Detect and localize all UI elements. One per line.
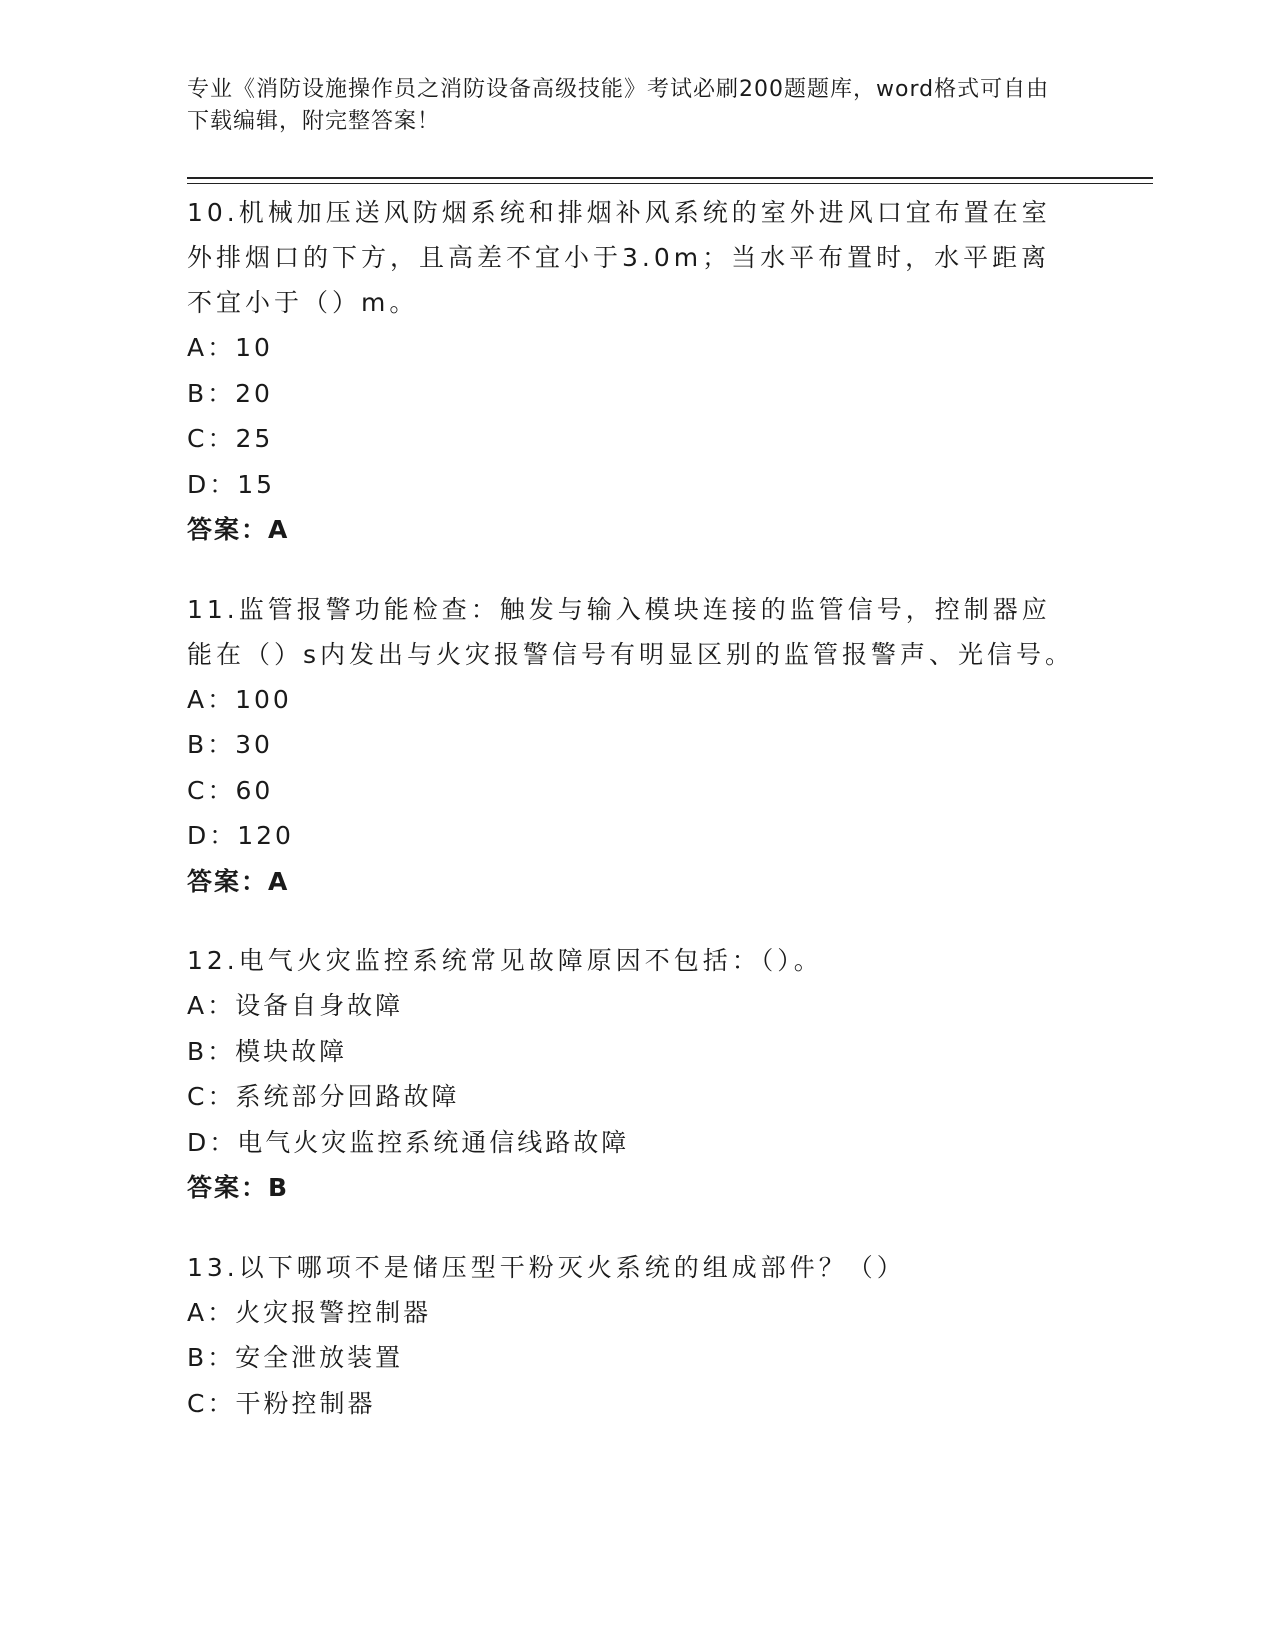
option-c: C：60 — [187, 775, 274, 805]
question-13 — [187, 1245, 1077, 1427]
answer: 答案：A — [187, 515, 290, 544]
option-a: A：10 — [187, 333, 273, 362]
header-divider-thin — [187, 183, 1153, 184]
question-11 — [187, 587, 1077, 905]
question-stem: 11.监管报警功能检查：触发与输入模块连接的监管信号，控制器应能在（）s内发出与火灾报警信号有明显区别的监管报警声、光信号。 — [187, 594, 1075, 669]
option-b: B：30 — [187, 730, 273, 759]
question-stem: 10.机械加压送风防烟系统和排烟补风系统的室外进风口宜布置在室外排烟口的下方，且高差不宜小于3.0m；当水平布置时，水平距离不宜小于（）m。 — [187, 198, 1051, 317]
document-header: 专业《消防设施操作员之消防设备高级技能》考试必刷200题题库，word格式可自由下载编辑，附完整答案！ — [187, 77, 1050, 134]
option-b: B：安全泄放装置 — [187, 1343, 404, 1372]
option-c: C：干粉控制器 — [187, 1388, 376, 1418]
question-stem: 12.电气火灾监控系统常见故障原因不包括：（）。 — [187, 946, 823, 975]
option-a: A：火灾报警控制器 — [187, 1297, 432, 1327]
option-b: B：模块故障 — [187, 1036, 348, 1066]
answer: 答案：B — [187, 1173, 290, 1202]
question-12 — [187, 938, 1077, 1211]
option-d: D：电气火灾监控系统通信线路故障 — [187, 1127, 630, 1157]
question-10 — [187, 190, 1077, 553]
question-stem: 13.以下哪项不是储压型干粉灭火系统的组成部件？（） — [187, 1252, 906, 1282]
option-a: A：设备自身故障 — [187, 991, 404, 1020]
option-b: B：20 — [187, 378, 273, 408]
option-d: D：120 — [187, 821, 294, 850]
option-c: C：系统部分回路故障 — [187, 1082, 460, 1111]
option-d: D：15 — [187, 469, 276, 499]
question-list — [187, 190, 1077, 1460]
answer: 答案：A — [187, 866, 290, 896]
option-a: A：100 — [187, 684, 292, 714]
header-divider-thick — [187, 177, 1153, 179]
option-c: C：25 — [187, 424, 274, 453]
